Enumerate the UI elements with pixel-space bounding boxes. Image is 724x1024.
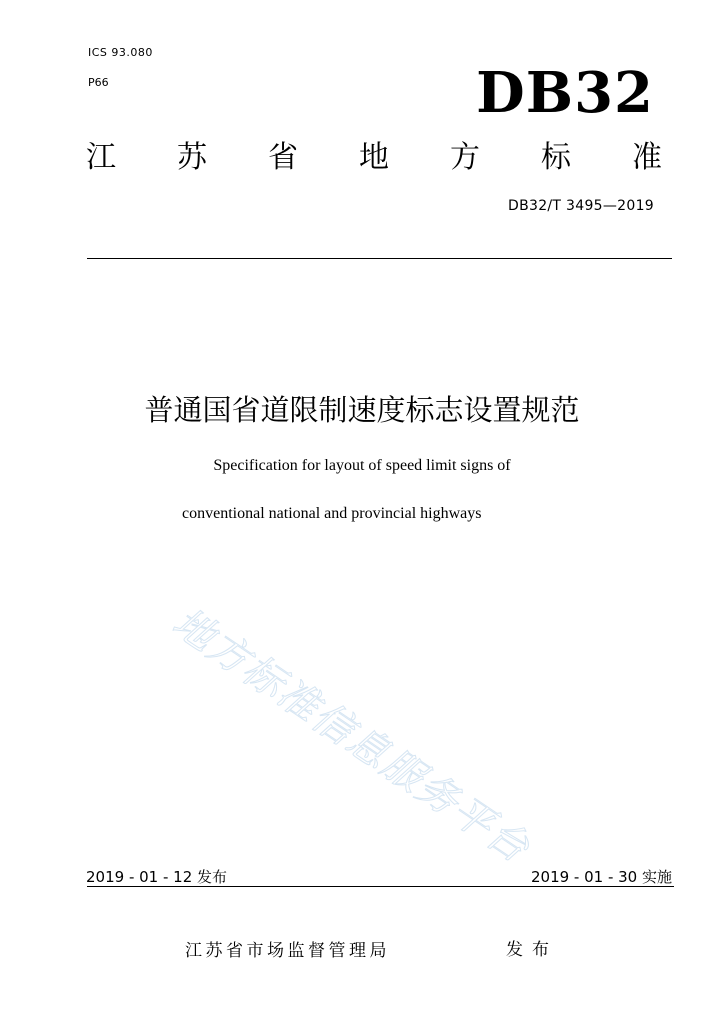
standard-type-char: 准 xyxy=(632,140,662,175)
standard-type xyxy=(86,138,662,178)
standard-type-char: 方 xyxy=(450,140,480,175)
standard-number: DB32/T 3495—2019 xyxy=(508,198,654,214)
footer-divider xyxy=(87,886,674,887)
standard-type-char: 江 xyxy=(86,140,116,175)
standard-type-char: 省 xyxy=(268,140,298,175)
standard-type-char: 标 xyxy=(541,140,571,175)
document-title-chinese: 普通国省道限制速度标志设置规范 xyxy=(144,393,580,427)
standard-type-char: 苏 xyxy=(177,140,207,175)
header-divider xyxy=(87,258,672,259)
standard-type-char: 地 xyxy=(359,140,389,175)
ccs-code: P66 xyxy=(88,76,109,89)
ics-code: ICS 93.080 xyxy=(88,46,153,59)
implementation-date: 2019 - 01 - 30 实施 xyxy=(530,868,672,886)
publish-label: 发布 xyxy=(506,940,558,960)
issue-date: 2019 - 01 - 12 发布 xyxy=(86,868,228,886)
watermark: 地方标准信息服务平台 xyxy=(164,599,539,873)
document-title-english-line-2: conventional national and provincial highways xyxy=(182,505,482,522)
publisher: 江苏省市场监督管理局 xyxy=(185,941,390,961)
document-title-english-line-1: Specification for layout of speed limit signs of xyxy=(213,457,511,474)
db-logo: DB32 xyxy=(476,60,654,126)
